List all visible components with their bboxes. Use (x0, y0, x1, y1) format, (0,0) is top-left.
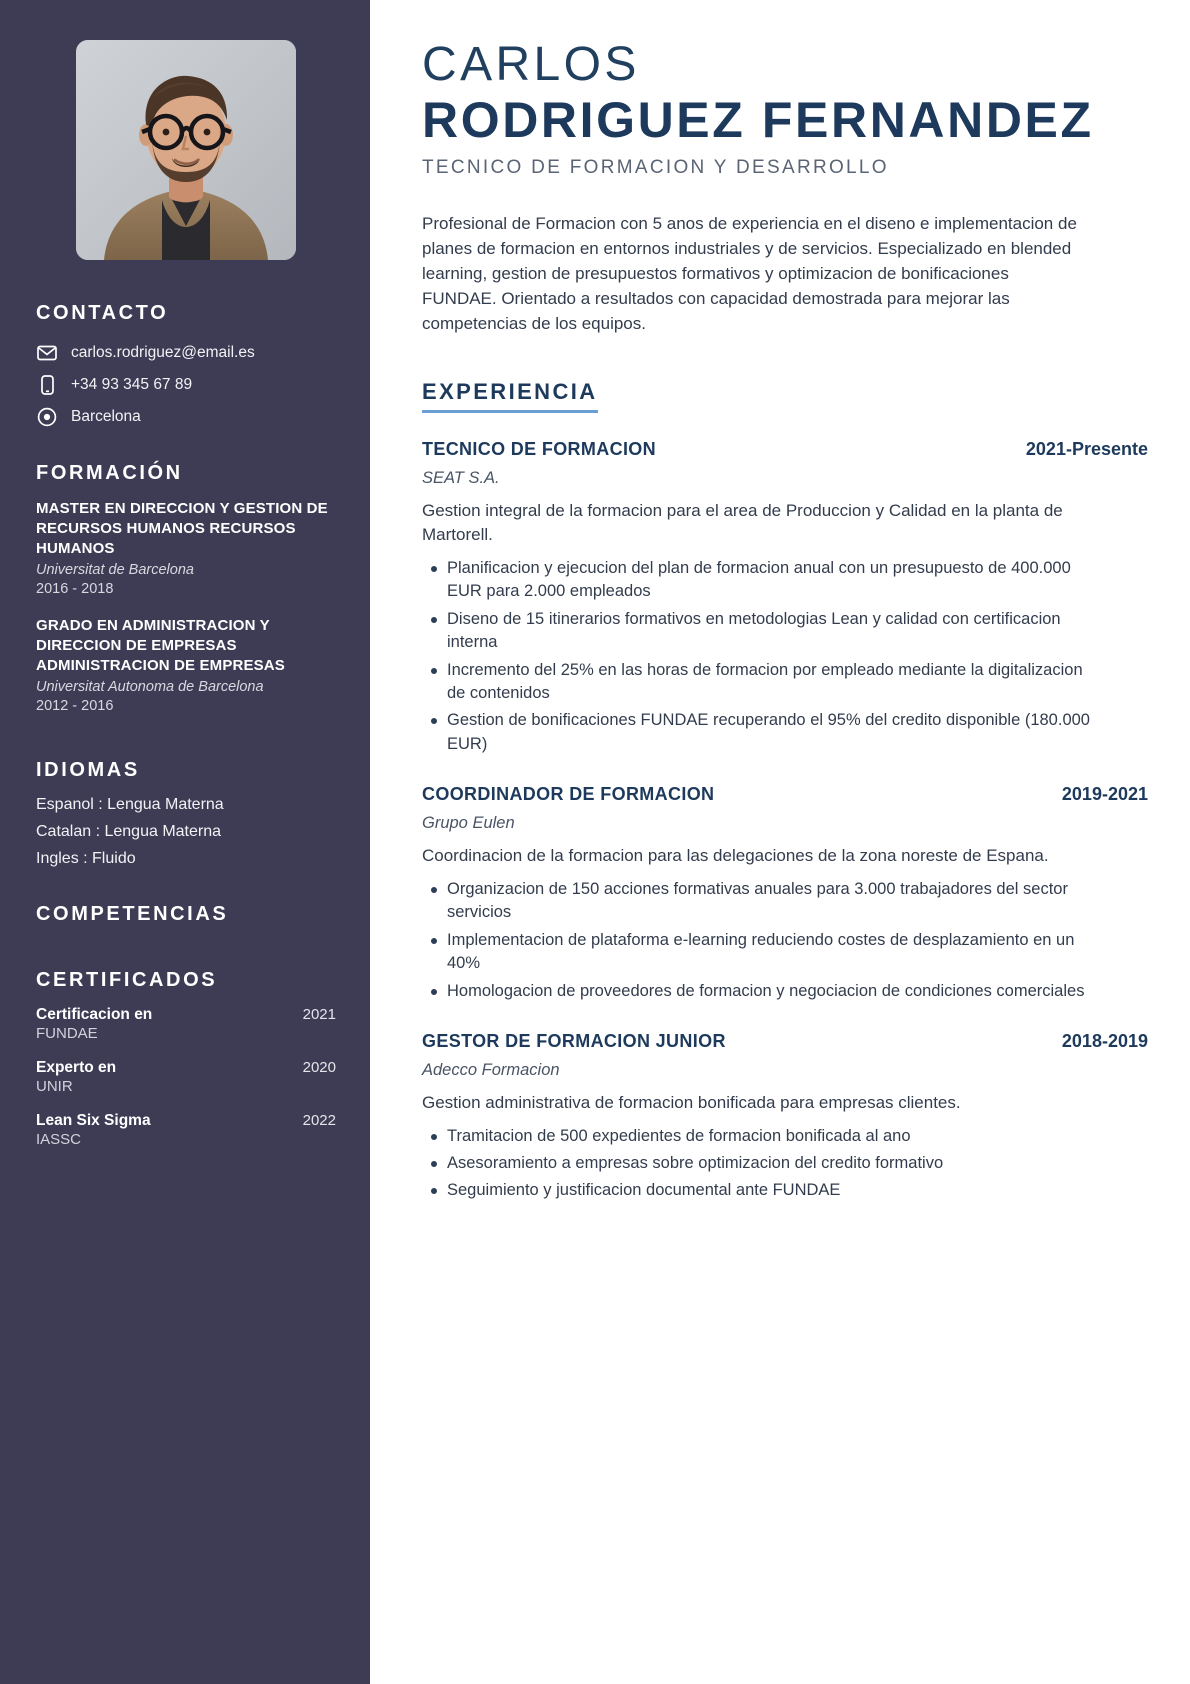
main-content (370, 0, 1190, 1684)
education-degree: MASTER EN DIRECCION Y GESTION DE RECURSOS HUMANOS RECURSOS HUMANOS (36, 500, 328, 557)
experience-heading: EXPERIENCIA (422, 379, 598, 413)
photo-container (36, 40, 336, 260)
certificate-issuer: IASSC (36, 1130, 82, 1148)
sidebar (0, 0, 370, 1684)
last-name: RODRIGUEZ FERNANDEZ (422, 91, 1094, 148)
experience-company: Adecco Formacion (422, 1060, 560, 1079)
experience-bullet: Asesoramiento a empresas sobre optimizacion del credito formativo (422, 1152, 1102, 1175)
experience-bullet: Seguimiento y justificacion documental ante FUNDAE (422, 1179, 1102, 1202)
first-name: CARLOS (422, 38, 640, 91)
experience-company: SEAT S.A. (422, 468, 500, 487)
languages-list (36, 796, 336, 868)
education-heading: FORMACIÓN (36, 462, 183, 484)
spacer (36, 733, 336, 759)
contact-heading: CONTACTO (36, 302, 169, 324)
education-school: Universitat Autonoma de Barcelona (36, 678, 264, 695)
experience-header (422, 1031, 1148, 1052)
experience-description: Gestion integral de la formacion para el area de Produccion y Calidad en la planta de Martorell. (422, 500, 1063, 545)
experience-company: Grupo Eulen (422, 814, 515, 833)
certificate-name: Experto en (36, 1058, 117, 1076)
experience-role: TECNICO DE FORMACION (422, 438, 656, 459)
languages-heading: IDIOMAS (36, 758, 140, 781)
experience-bullet: Diseno de 15 itinerarios formativos en metodologias Lean y calidad con certificacion interna (422, 608, 1102, 655)
experience-description: Coordinacion de la formacion para las delegaciones de la zona noreste de Espana. (422, 846, 1049, 866)
education-degree: GRADO EN ADMINISTRACION Y DIRECCION DE EMPRESAS ADMINISTRACION DE EMPRESAS (36, 616, 285, 674)
experience-dates: 2019-2021 (1061, 784, 1148, 805)
experience-role: GESTOR DE FORMACION JUNIOR (422, 1030, 726, 1051)
experience-bullet: Organizacion de 150 acciones formativas anuales para 3.000 trabajadores del sector servicios (422, 878, 1102, 925)
certificate-name: Certificacion en (36, 1005, 153, 1023)
certificate-item (36, 1006, 336, 1042)
contact-email-value: carlos.rodriguez@email.es (71, 344, 255, 361)
certificate-year: 2021 (302, 1005, 336, 1023)
experience-dates: 2018-2019 (1061, 1030, 1148, 1051)
experience-header (422, 439, 1148, 460)
experience-bullet: Incremento del 25% en las horas de formacion por empleado mediante la digitalizacion de contenidos (422, 659, 1102, 706)
experience-bullets (422, 557, 1148, 756)
experience-item (422, 439, 1148, 757)
experience-dates: 2021-Presente (1025, 438, 1148, 459)
certificate-issuer: FUNDAE (36, 1024, 98, 1042)
experience-bullets (422, 878, 1148, 1003)
education-item (36, 616, 336, 714)
education-years: 2012 - 2016 (36, 697, 114, 714)
experience-item (422, 784, 1148, 1003)
experience-item (422, 1031, 1148, 1203)
experience-bullet: Implementacion de plataforma e-learning reduciendo costes de desplazamiento en un 40% (422, 929, 1102, 976)
envelope-icon (36, 342, 58, 364)
certificate-name: Lean Six Sigma (36, 1111, 151, 1129)
certificate-item (36, 1059, 336, 1095)
experience-bullet: Homologacion de proveedores de formacion y negociacion de condiciones comerciales (422, 980, 1102, 1003)
certificate-year: 2020 (302, 1058, 336, 1076)
avatar (76, 40, 296, 260)
spacer (36, 877, 336, 903)
contact-location-value: Barcelona (71, 408, 141, 425)
certificate-year: 2022 (302, 1111, 336, 1129)
professional-title: TECNICO DE FORMACION Y DESARROLLO (422, 156, 889, 178)
language-item: Ingles : Fluido (36, 849, 136, 867)
experience-bullet: Planificacion y ejecucion del plan de formacion anual con un presupuesto de 400.000 EUR para 2.000 empleados (422, 557, 1102, 604)
certificate-issuer: UNIR (36, 1077, 73, 1095)
experience-bullet: Gestion de bonificaciones FUNDAE recuperando el 95% del credito disponible (180.000 EUR) (422, 709, 1102, 756)
certificates-heading: CERTIFICADOS (36, 968, 218, 991)
experience-role: COORDINADOR DE FORMACION (422, 784, 715, 805)
education-school: Universitat de Barcelona (36, 561, 194, 578)
education-item (36, 499, 336, 597)
contact-location[interactable] (36, 406, 336, 428)
language-item: Catalan : Lengua Materna (36, 822, 222, 840)
phone-icon (36, 374, 58, 396)
contact-phone[interactable] (36, 374, 336, 396)
experience-bullets (422, 1125, 1148, 1203)
certificate-item (36, 1112, 336, 1148)
education-years: 2016 - 2018 (36, 580, 114, 597)
contact-email[interactable] (36, 342, 336, 364)
language-item: Espanol : Lengua Materna (36, 795, 224, 813)
contact-list (36, 342, 336, 428)
location-pin-icon (36, 406, 58, 428)
experience-description: Gestion administrativa de formacion bonificada para empresas clientes. (422, 1092, 961, 1112)
spacer (36, 943, 336, 969)
profile-summary: Profesional de Formacion con 5 anos de experiencia en el diseno e implementacion de planes de formacion en entornos industriales y de servicios. Especializado en blended learning, gestion de presupuestos formativos y optimizacion de bonificaciones FUNDAE. Orientado a resultados con capacidad demostrada para mejorar las competencias de los equipos. (422, 213, 1077, 334)
experience-bullet: Tramitacion de 500 expedientes de formacion bonificada al ano (422, 1125, 1102, 1148)
contact-phone-value: +34 93 345 67 89 (71, 376, 193, 393)
experience-header (422, 784, 1148, 805)
skills-heading: COMPETENCIAS (36, 902, 229, 925)
